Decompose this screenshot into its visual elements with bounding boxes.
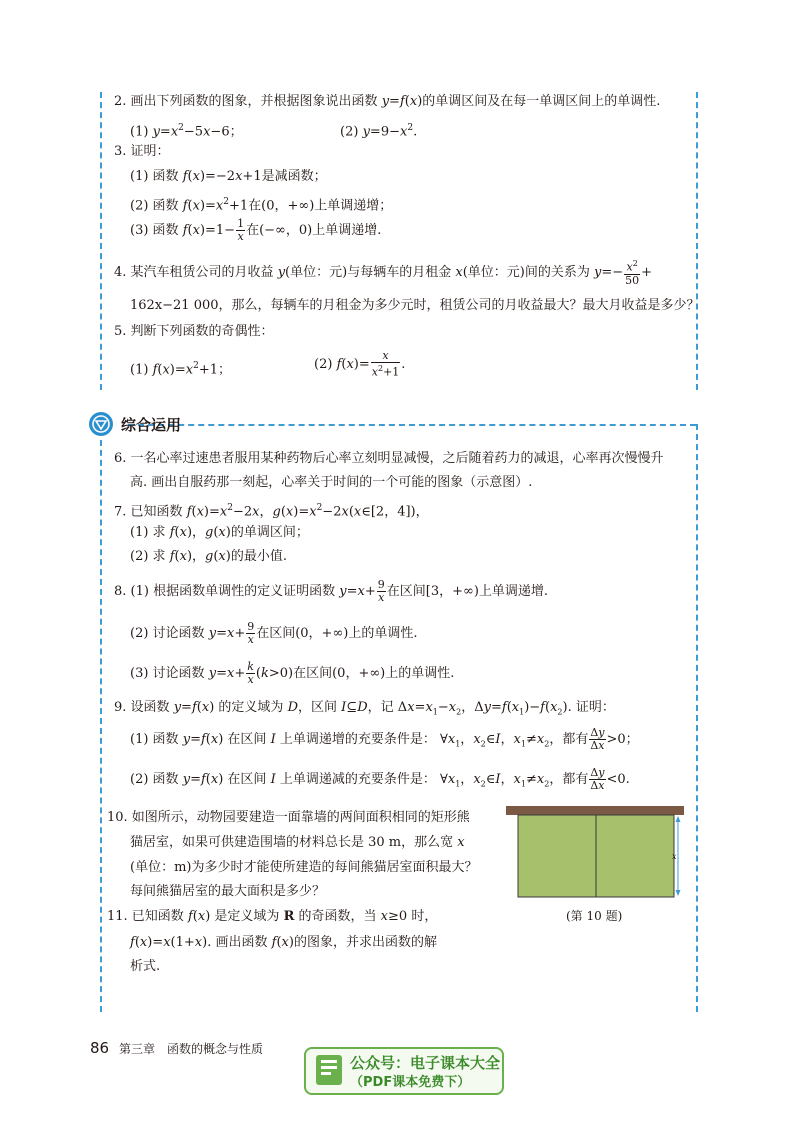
question-9-1: (1) 函数 y=f(x) 在区间 I 上单调递增的充要条件是： $\forall x_1$，$x_2\in I$，$x_1\ne x_2$，都有 $\frac{\Delta y}{\Delta x}$ >0； — [130, 726, 639, 752]
chapter-title: 第三章 函数的概念与性质 — [119, 1042, 264, 1056]
question-3-3: (3) 函数 f(x)=1− $\frac{1}{x}$ 在(−∞，0)上单调递增. — [130, 217, 382, 243]
question-2: 2. 画出下列函数的图象，并根据图象说出函数 y=f(x)的单调区间及在每一单调区间上的单调性. — [114, 94, 661, 109]
frame-left-top — [100, 92, 102, 390]
question-8-3: (3) 讨论函数 y=x+ $\frac{k}{x}$ (k>0)在区间(0，+∞)上的单调性. — [130, 660, 455, 686]
question-11-line1: 11. 已知函数 f(x) 是定义域为 R 的奇函数，当 x≥0 时， — [107, 909, 438, 924]
question-2-parts: (1) $y=x^2-5x-6$； — [130, 123, 243, 140]
question-10-line1: 10. 如图所示，动物园要建造一面靠墙的两间面积相同的矩形熊 — [107, 810, 470, 825]
question-3: 3. 证明： — [114, 144, 170, 159]
question-10-line4: 每间熊猫居室的最大面积是多少？ — [130, 884, 326, 899]
question-6-line1: 6. 一名心率过速患者服用某种药物后心率立刻明显减慢，之后随着药力的减退，心率再次慢慢升 — [114, 451, 664, 466]
width-label: x — [672, 852, 677, 861]
question-4-line2: 162x−21 000，那么，每辆车的月租金为多少元时，租赁公司的月收益最大？最大月收益是多少？ — [130, 298, 700, 313]
question-8-1: 8. (1) 根据函数单调性的定义证明函数 y=x+ $\frac{9}{x}$ 在区间[3，+∞)上单调递增. — [114, 578, 549, 604]
section-badge-icon — [88, 411, 114, 437]
question-3-2: (2) 函数 $f(x)=x^2+1$在(0，+∞)上单调递增； — [130, 197, 393, 214]
watermark-line1: 公众号：电子课本大全 — [350, 1054, 501, 1072]
question-9: 9. 设函数 y=f(x) 的定义域为 D，区间 I⊆D，记 $\Delta x=x_1-x_2$，$\Delta y=f(x_1)-f(x_2)$. 证明： — [114, 700, 615, 717]
question-4-line1: 4. 某汽车租赁公司的月收益 y(单位：元)与每辆车的月租金 x(单位：元)间的关系为 y=− $\frac{x^2}{50}$ + — [114, 259, 653, 287]
frame-right-top — [696, 92, 698, 390]
question-7-2: (2) 求 f(x)，g(x)的最小值. — [130, 549, 287, 564]
watermark-line2: （PDF课本免费下） — [350, 1075, 471, 1090]
question-9-2: (2) 函数 y=f(x) 在区间 I 上单调递减的充要条件是： $\forall x_1$，$x_2\in I$，$x_1\ne x_2$，都有 $\frac{\Delta y}{\Delta x}$ <0. — [130, 766, 630, 792]
question-10-line3: (单位：m)为多少时才能使所建造的每间熊猫居室面积最大？ — [130, 860, 478, 875]
frame-top-second — [128, 424, 696, 426]
book-icon — [314, 1053, 344, 1087]
question-5-1: (1) $f(x)=x^2+1$； — [130, 361, 232, 378]
page-number: 86 — [90, 1039, 110, 1057]
question-3-1: (1) 函数 f(x)=−2x+1是减函数； — [130, 169, 327, 184]
wall — [506, 806, 684, 815]
panda-enclosure-figure — [504, 804, 686, 904]
question-10-line2: 猫居室，如果可供建造围墙的材料总长是 30 m，那么宽 x — [130, 835, 465, 850]
enclosure-left — [518, 815, 596, 897]
section-title: 综合运用 — [121, 416, 182, 434]
question-6-line2: 高. 画出自服药那一刻起，心率关于时间的一个可能的图象（示意图）. — [130, 475, 533, 490]
frame-right-bottom — [696, 424, 698, 1012]
question-11-line3: 析式. — [130, 959, 161, 974]
question-8-2: (2) 讨论函数 y=x+ $\frac{9}{x}$ 在区间(0，+∞)上的单调性. — [130, 620, 418, 646]
frame-left-bottom — [100, 440, 102, 1012]
figure-caption: (第 10 题) — [566, 909, 623, 923]
question-2-part2: (2) $y=9-x^2$. — [340, 123, 418, 140]
question-5-2: (2) f(x)= $\frac{x}{x^2+1}$ . — [314, 349, 406, 379]
watermark-banner — [304, 1047, 504, 1095]
question-7-1: (1) 求 f(x)，g(x)的单调区间； — [130, 525, 309, 540]
question-5: 5. 判断下列函数的奇偶性： — [114, 324, 274, 339]
question-7: 7. 已知函数 $f(x)=x^2-2x$，$g(x)=x^2-2x(x\in[2$，4])， — [114, 503, 429, 520]
enclosure-right — [596, 815, 674, 897]
question-11-line2: f(x)=x(1+x). 画出函数 f(x)的图象，并求出函数的解 — [130, 935, 437, 950]
